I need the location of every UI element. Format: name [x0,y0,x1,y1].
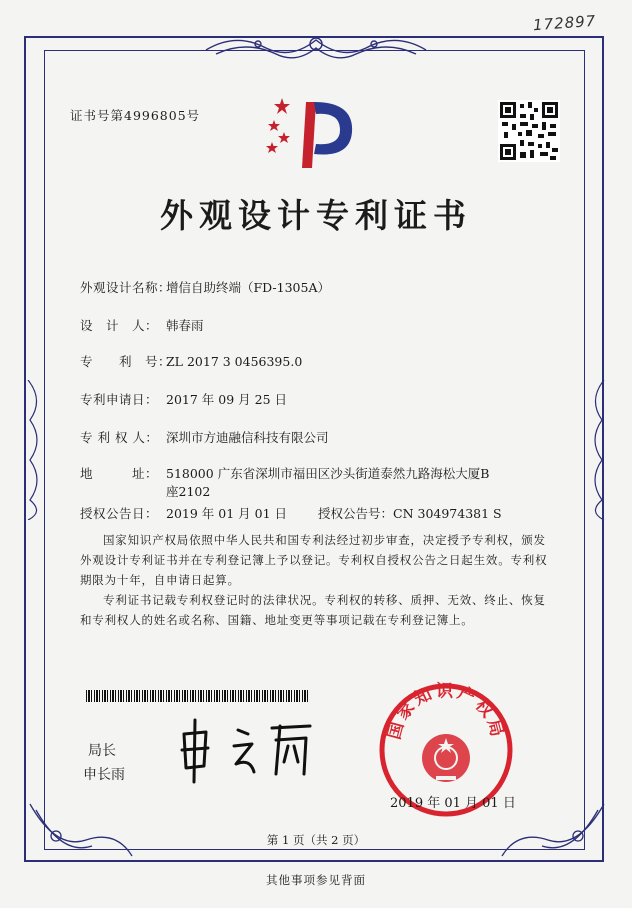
svg-text:国家知识产权局: 国家知识产权局 [384,681,508,742]
field-grant-announce-date [80,504,287,522]
field-value: ZL 2017 3 0456395.0 [166,354,303,369]
qr-code [498,100,560,162]
field-design-name [80,278,330,296]
field-value: 518000 广东省深圳市福田区沙头街道泰然九路海松大厦B [166,466,490,481]
notice-paragraph: 国家知识产权局依照中华人民共和国专利法经过初步审查，决定授予专利权，颁发外观设计专利证书并在专利登记簿上予以登记。专利权自授权公告之日起生效。专利权期限为十年，自申请日起算。 [80,533,548,587]
certificate-number: 证书号第4996805号 [70,108,201,123]
field-value: 2017 年 09 月 25 日 [166,392,287,407]
field-value: CN 304974381 S [393,506,502,521]
field-patent-number [80,352,302,370]
field-label: 授权公告号： [318,506,394,521]
field-label: 专 利 号： [80,354,172,369]
page-indicator: 第 1 页（共 2 页） [266,833,366,847]
field-label: 外观设计名称： [80,280,172,295]
field-grant-announce-number [318,504,502,522]
certificate-title: 外观设计专利证书 [160,196,472,235]
handwritten-number: 172897 [532,11,597,35]
legal-notice [80,530,558,630]
signatory-name: 申长雨 [83,767,125,783]
handwritten-signature [176,716,326,786]
field-value: 韩春雨 [166,318,204,333]
field-label: 设 计 人： [80,318,159,333]
field-filing-date [80,390,287,408]
field-label: 授权公告日： [80,506,159,521]
field-label: 地 址： [80,466,159,481]
field-label: 专利申请日： [80,392,159,407]
bottom-left-ornament [26,800,136,862]
field-patentee [80,428,329,446]
top-ornament [196,30,436,70]
field-designer [80,316,204,334]
signatory-title: 局长 [88,743,116,759]
right-ornament [584,380,608,520]
notice-paragraph: 专利证书记载专利权登记时的法律状况。专利权的转移、质押、无效、终止、恢复和专利权人的姓名或名称、国籍、地址变更等事项记载在专利登记簿上。 [80,593,546,627]
footer-note: 其他事项参见背面 [266,873,366,887]
left-ornament [24,380,48,520]
barcode [86,690,308,702]
seal-date: 2019 年 01 月 01 日 [390,796,516,811]
cnipa-logo [262,92,362,172]
field-value: 增信自助终端（FD-1305A） [166,280,330,295]
field-address-line2: 座2102 [166,484,211,499]
field-label: 专 利 权 人： [80,430,159,445]
field-address [80,464,489,482]
field-value: 2019 年 01 月 01 日 [166,506,287,521]
field-value: 深圳市方迪融信科技有限公司 [166,430,329,445]
